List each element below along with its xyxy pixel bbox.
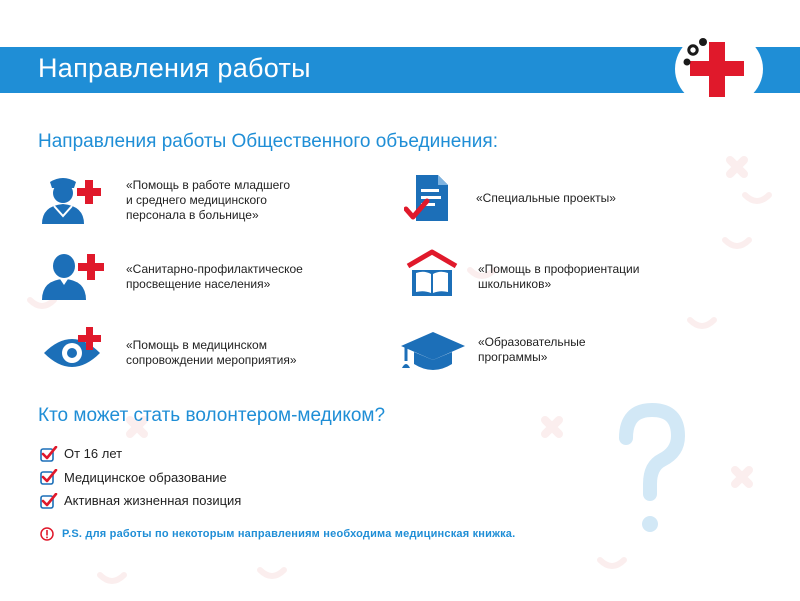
requirement-text: Активная жизненная позиция [64, 493, 242, 509]
requirements-list [40, 442, 241, 513]
direction-text-6: «Образовательные программы» [478, 335, 586, 364]
list-item [40, 442, 241, 466]
person-plus-icon [40, 250, 106, 302]
check-icon [40, 446, 58, 462]
check-icon [40, 493, 58, 509]
book-house-icon [404, 248, 460, 298]
doctor-plus-icon [40, 172, 106, 226]
direction-text-4: «Помощь в профориентации школьников» [478, 262, 640, 291]
volunteer-title: Кто может стать волонтером-медиком? [38, 405, 386, 426]
requirement-text: Медицинское образование [64, 469, 227, 485]
direction-text-3: «Санитарно-профилактическое просвещение населения» [126, 262, 303, 291]
directions-title: Направления работы Общественного объединения: [38, 131, 498, 152]
requirement-text: От 16 лет [64, 446, 123, 462]
question-mark-decoration [626, 410, 678, 494]
ps-note [40, 527, 515, 541]
eye-plus-icon [40, 325, 110, 373]
checklist-document-icon [404, 173, 456, 223]
direction-text-2: «Специальные проекты» [476, 191, 616, 205]
check-icon [40, 469, 58, 485]
direction-text-5: «Помощь в медицинском сопровождении мероприятия» [126, 338, 297, 367]
list-item [40, 466, 241, 490]
ps-note-text: P.S. для работы по некоторым направлениям необходима медицинская книжка. [62, 528, 516, 540]
page-title: Направления работы [38, 53, 311, 83]
logo-plus-icon [673, 28, 765, 110]
list-item [40, 489, 241, 513]
info-exclamation-icon [40, 527, 54, 541]
graduation-cap-icon [398, 326, 468, 376]
direction-text-1: «Помощь в работе младшего и среднего медицинского персонала в больнице» [126, 178, 291, 222]
